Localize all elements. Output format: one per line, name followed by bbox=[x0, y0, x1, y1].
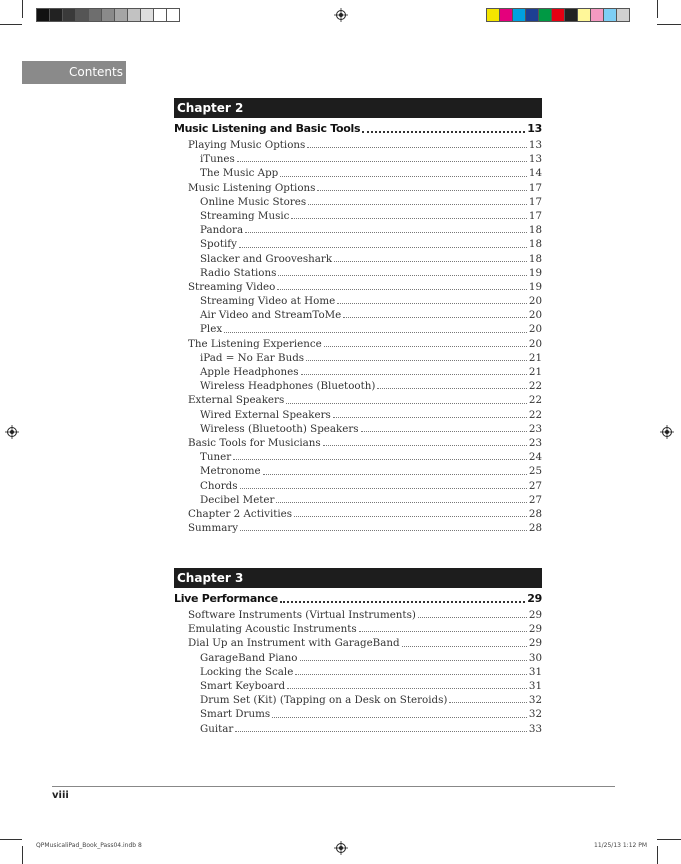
toc-entry[interactable] bbox=[174, 608, 542, 622]
dot-leader bbox=[362, 130, 525, 133]
toc-page-number: 20 bbox=[528, 295, 542, 308]
dot-leader bbox=[418, 616, 527, 618]
toc-entry-title: Music Listening and Basic Tools bbox=[174, 122, 361, 135]
dot-leader bbox=[224, 331, 527, 333]
crop-mark bbox=[0, 839, 22, 840]
toc-entry[interactable] bbox=[174, 408, 542, 422]
toc-chapter-title[interactable] bbox=[174, 590, 542, 608]
toc-entry-title: Streaming Video bbox=[188, 280, 276, 293]
dot-leader bbox=[276, 501, 526, 503]
color-swatch bbox=[486, 8, 500, 22]
toc-page-number: 31 bbox=[528, 665, 542, 678]
toc-entry[interactable] bbox=[174, 308, 542, 322]
toc-entry[interactable] bbox=[174, 693, 542, 707]
dot-leader bbox=[300, 659, 527, 661]
toc-page-number: 20 bbox=[528, 309, 542, 322]
toc-entry[interactable] bbox=[174, 237, 542, 251]
dot-leader bbox=[333, 416, 527, 418]
toc-entry[interactable] bbox=[174, 521, 542, 535]
toc-list bbox=[174, 120, 542, 535]
dot-leader bbox=[239, 246, 527, 248]
toc-page-number: 29 bbox=[528, 623, 542, 636]
toc-page-number: 29 bbox=[528, 609, 542, 621]
toc-entry-title: External Speakers bbox=[188, 394, 285, 407]
registration-mark-icon bbox=[5, 425, 19, 439]
toc-page-number: 33 bbox=[528, 722, 542, 735]
dot-leader bbox=[449, 701, 526, 703]
contents-tab-label: Contents bbox=[69, 65, 123, 79]
crop-mark bbox=[0, 24, 22, 25]
color-swatch bbox=[551, 8, 565, 22]
toc-entry-title: iPad = No Ear Buds bbox=[200, 351, 305, 364]
toc-page-number: 18 bbox=[528, 224, 542, 237]
toc-entry[interactable] bbox=[174, 223, 542, 237]
toc-page-number: 20 bbox=[528, 323, 542, 336]
dot-leader bbox=[263, 473, 527, 475]
color-swatch bbox=[538, 8, 552, 22]
dot-leader bbox=[306, 359, 527, 361]
toc-page-number: 21 bbox=[528, 351, 542, 364]
dot-leader bbox=[308, 203, 527, 205]
crop-mark bbox=[657, 846, 658, 864]
toc-entry-title: Streaming Video at Home bbox=[200, 295, 336, 308]
toc-page-number: 32 bbox=[528, 694, 542, 707]
dot-leader bbox=[323, 444, 527, 446]
color-swatch bbox=[525, 8, 539, 22]
dot-leader bbox=[237, 160, 527, 162]
toc-page-number: 20 bbox=[528, 337, 542, 350]
dot-leader bbox=[307, 146, 527, 148]
toc-entry[interactable] bbox=[174, 266, 542, 280]
toc-entry-title: Playing Music Options bbox=[188, 139, 306, 151]
toc-page-number: 19 bbox=[528, 266, 542, 279]
grayscale-color-bar bbox=[36, 8, 179, 22]
toc-entry[interactable] bbox=[174, 436, 542, 450]
toc-page-number: 17 bbox=[528, 209, 542, 222]
toc-chapter-title[interactable] bbox=[174, 120, 542, 138]
chapter-2-section bbox=[174, 98, 542, 535]
gray-swatch bbox=[153, 8, 167, 22]
dot-leader bbox=[240, 487, 527, 489]
toc-page-number: 13 bbox=[528, 153, 542, 166]
toc-page-number: 21 bbox=[528, 366, 542, 378]
toc-entry[interactable] bbox=[174, 665, 542, 679]
toc-entry[interactable] bbox=[174, 337, 542, 351]
gray-swatch bbox=[36, 8, 50, 22]
toc-entry[interactable] bbox=[174, 294, 542, 308]
crop-mark bbox=[22, 0, 23, 18]
toc-entry-title: Tuner bbox=[200, 451, 232, 464]
footer-rule bbox=[52, 786, 615, 787]
toc-entry-title: Streaming Music bbox=[200, 209, 290, 222]
toc-entry[interactable] bbox=[174, 707, 542, 721]
dot-leader bbox=[301, 373, 527, 375]
toc-entry-title: Dial Up an Instrument with GarageBand bbox=[188, 637, 400, 650]
toc-page-number: 22 bbox=[528, 394, 542, 407]
chapter-3-section bbox=[174, 568, 542, 736]
page-number: viii bbox=[52, 790, 69, 801]
toc-entry-title: Smart Keyboard bbox=[200, 679, 286, 692]
toc-page-number: 17 bbox=[528, 195, 542, 208]
toc-list bbox=[174, 590, 542, 736]
toc-entry[interactable] bbox=[174, 422, 542, 436]
dot-leader bbox=[337, 302, 527, 304]
toc-entry-title: Emulating Acoustic Instruments bbox=[188, 623, 357, 636]
dot-leader bbox=[343, 316, 527, 318]
toc-page-number: 17 bbox=[528, 181, 542, 194]
gray-swatch bbox=[88, 8, 102, 22]
color-swatch bbox=[590, 8, 604, 22]
toc-entry[interactable] bbox=[174, 166, 542, 180]
toc-entry[interactable] bbox=[174, 679, 542, 693]
toc-entry-title: Locking the Scale bbox=[200, 665, 294, 678]
toc-page-number: 23 bbox=[528, 436, 542, 449]
color-swatch bbox=[499, 8, 513, 22]
dot-leader bbox=[245, 231, 527, 233]
toc-entry-title: Air Video and StreamToMe bbox=[200, 309, 342, 322]
dot-leader bbox=[334, 260, 527, 262]
toc-entry[interactable] bbox=[174, 493, 542, 507]
toc-entry[interactable] bbox=[174, 280, 542, 294]
dot-leader bbox=[295, 673, 527, 675]
dot-leader bbox=[272, 716, 527, 718]
dot-leader bbox=[291, 217, 526, 219]
toc-entry[interactable] bbox=[174, 181, 542, 195]
toc-entry-title: Software Instruments (Virtual Instruments) bbox=[188, 609, 416, 621]
chapter-heading: Chapter 3 bbox=[174, 568, 542, 588]
gray-swatch bbox=[49, 8, 63, 22]
toc-page-number: 31 bbox=[528, 679, 542, 692]
toc-page-number: 14 bbox=[528, 167, 542, 180]
dot-leader bbox=[402, 645, 527, 647]
toc-page-number: 29 bbox=[528, 637, 542, 650]
dot-leader bbox=[240, 529, 527, 531]
slug-timestamp: 11/25/13 1:12 PM bbox=[594, 842, 648, 849]
toc-entry-title: Wired External Speakers bbox=[200, 408, 331, 421]
toc-entry-title: Smart Drums bbox=[200, 708, 271, 721]
slug-filename: QPMusicaliPad_Book_Pass04.indb 8 bbox=[36, 842, 142, 849]
toc-entry[interactable] bbox=[174, 450, 542, 464]
toc-page-number: 32 bbox=[528, 708, 542, 721]
toc-entry-title: The Listening Experience bbox=[188, 337, 322, 350]
toc-entry[interactable] bbox=[174, 464, 542, 478]
dot-leader bbox=[235, 730, 527, 732]
toc-page-number: 25 bbox=[528, 465, 542, 478]
dot-leader bbox=[317, 189, 526, 191]
toc-entry-title: Drum Set (Kit) (Tapping on a Desk on Steroids) bbox=[200, 694, 448, 707]
dot-leader bbox=[280, 600, 525, 603]
dot-leader bbox=[324, 345, 527, 347]
dot-leader bbox=[278, 274, 527, 276]
dot-leader bbox=[359, 630, 527, 632]
color-swatch bbox=[512, 8, 526, 22]
toc-entry[interactable] bbox=[174, 722, 542, 736]
toc-entry-title: Wireless (Bluetooth) Speakers bbox=[200, 422, 359, 435]
toc-page-number: 18 bbox=[528, 252, 542, 265]
crop-mark bbox=[657, 0, 658, 18]
toc-entry-title: Chapter 2 Activities bbox=[188, 507, 293, 520]
toc-entry[interactable] bbox=[174, 152, 542, 166]
toc-page-number: 19 bbox=[528, 280, 542, 293]
dot-leader bbox=[277, 288, 527, 290]
toc-page-number: 13 bbox=[527, 122, 542, 135]
crop-mark bbox=[657, 839, 681, 840]
toc-entry-title: Basic Tools for Musicians bbox=[188, 436, 321, 449]
toc-entry[interactable] bbox=[174, 351, 542, 365]
toc-entry-title: The Music App bbox=[200, 167, 279, 180]
toc-entry-title: GarageBand Piano bbox=[200, 651, 298, 664]
toc-entry-title: Live Performance bbox=[174, 592, 278, 605]
gray-swatch bbox=[166, 8, 180, 22]
toc-entry[interactable] bbox=[174, 252, 542, 266]
toc-entry[interactable] bbox=[174, 365, 542, 379]
registration-mark-icon bbox=[334, 8, 348, 22]
dot-leader bbox=[377, 387, 527, 389]
toc-entry[interactable] bbox=[174, 209, 542, 223]
toc-entry[interactable] bbox=[174, 379, 542, 393]
color-swatch bbox=[616, 8, 630, 22]
gray-swatch bbox=[101, 8, 115, 22]
toc-entry-title: Slacker and Grooveshark bbox=[200, 252, 333, 265]
toc-entry[interactable] bbox=[174, 507, 542, 521]
gray-swatch bbox=[127, 8, 141, 22]
toc-entry-title: Radio Stations bbox=[200, 266, 277, 279]
toc-entry-title: Summary bbox=[188, 522, 239, 535]
toc-entry[interactable] bbox=[174, 479, 542, 493]
toc-entry-title: Metronome bbox=[200, 465, 261, 478]
toc-entry-title: Apple Headphones bbox=[200, 366, 299, 378]
toc-entry-title: Decibel Meter bbox=[200, 493, 275, 506]
toc-page-number: 29 bbox=[527, 592, 542, 605]
toc-page-number: 28 bbox=[528, 507, 542, 520]
toc-page-number: 27 bbox=[528, 479, 542, 492]
dot-leader bbox=[287, 687, 527, 689]
toc-entry[interactable] bbox=[174, 622, 542, 636]
toc-entry-title: Wireless Headphones (Bluetooth) bbox=[200, 380, 376, 393]
toc-entry-title: Music Listening Options bbox=[188, 181, 316, 194]
dot-leader bbox=[233, 458, 527, 460]
toc-entry-title: Pandora bbox=[200, 224, 244, 237]
registration-mark-icon bbox=[660, 425, 674, 439]
toc-entry-title: iTunes bbox=[200, 153, 235, 166]
dot-leader bbox=[294, 515, 527, 517]
gray-swatch bbox=[75, 8, 89, 22]
process-color-bar bbox=[486, 8, 629, 22]
toc-page-number: 24 bbox=[528, 451, 542, 464]
gray-swatch bbox=[62, 8, 76, 22]
contents-tab[interactable] bbox=[22, 61, 126, 84]
toc-entry[interactable] bbox=[174, 195, 542, 209]
toc-page-number: 22 bbox=[528, 408, 542, 421]
crop-mark bbox=[22, 846, 23, 864]
toc-page-number: 18 bbox=[528, 238, 542, 251]
color-swatch bbox=[577, 8, 591, 22]
toc-entry[interactable] bbox=[174, 636, 542, 650]
toc-entry-title: Online Music Stores bbox=[200, 195, 307, 208]
gray-swatch bbox=[114, 8, 128, 22]
toc-entry[interactable] bbox=[174, 322, 542, 336]
toc-entry-title: Spotify bbox=[200, 238, 237, 251]
crop-mark bbox=[657, 24, 681, 25]
toc-page-number: 28 bbox=[528, 522, 542, 535]
toc-entry[interactable] bbox=[174, 393, 542, 407]
color-swatch bbox=[564, 8, 578, 22]
toc-page-number: 23 bbox=[528, 422, 542, 435]
gray-swatch bbox=[140, 8, 154, 22]
color-swatch bbox=[603, 8, 617, 22]
registration-mark-icon bbox=[334, 841, 348, 855]
chapter-heading: Chapter 2 bbox=[174, 98, 542, 118]
toc-entry-title: Chords bbox=[200, 479, 238, 492]
toc-entry[interactable] bbox=[174, 651, 542, 665]
toc-page-number: 22 bbox=[528, 380, 542, 393]
dot-leader bbox=[361, 430, 527, 432]
toc-page-number: 13 bbox=[528, 139, 542, 151]
toc-page-number: 27 bbox=[528, 493, 542, 506]
dot-leader bbox=[280, 175, 527, 177]
toc-entry[interactable] bbox=[174, 138, 542, 152]
toc-entry-title: Plex bbox=[200, 323, 223, 336]
dot-leader bbox=[286, 402, 527, 404]
toc-page-number: 30 bbox=[528, 651, 542, 664]
toc-entry-title: Guitar bbox=[200, 722, 234, 735]
